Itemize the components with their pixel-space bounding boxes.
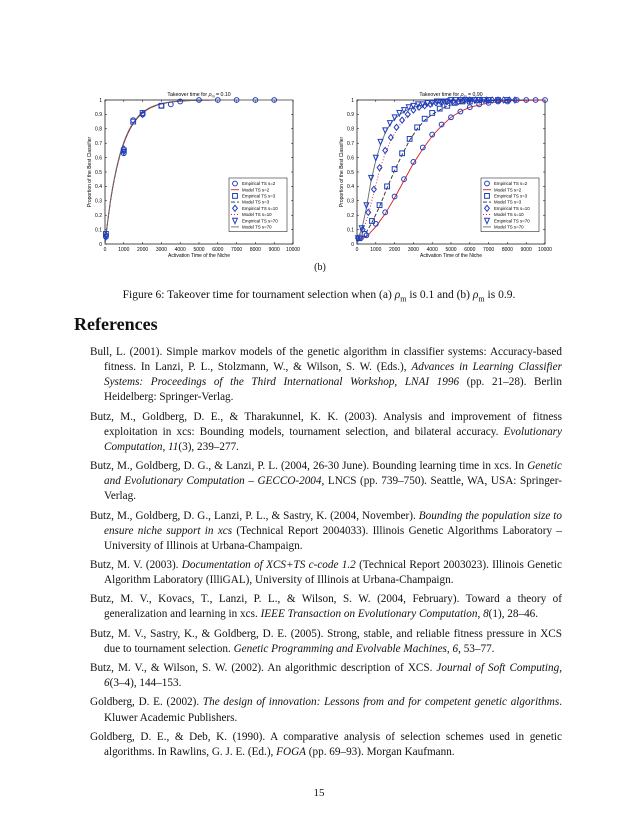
caption-pre: Figure 6: Takeover time for tournament selection when (a): [122, 289, 395, 301]
chart-a-svg: [73, 82, 313, 262]
x-tick-label: 8000: [249, 247, 261, 253]
legend-entry: Empirical TS s=2: [242, 181, 276, 187]
reference-pre: Butz, M. V. (2003).: [90, 558, 182, 571]
reference-ital2: 6: [452, 642, 459, 655]
reference-post: (3–4), 144–153.: [109, 677, 182, 690]
reference-ital: Journal of Soft Computing: [436, 662, 560, 675]
reference-pre: Butz, M. V., Sastry, K., & Goldberg, D. E. (2005). Strong, stable, and reliable fitness pressure in XCS due to tournament selection.: [90, 627, 562, 655]
y-tick-label: 0: [99, 241, 102, 248]
reference-post: , 53–77.: [458, 642, 495, 655]
reference-post: (Technical Report 2004033). Illinois Genetic Algorithms Laboratory – University of Illinois at Urbana-Champaign.: [104, 524, 562, 552]
reference-ital: Bounding the population size to ensure niche support in xcs: [104, 509, 562, 537]
legend-entry: Model TS s=3: [242, 199, 270, 205]
y-tick-label: 0.4: [347, 184, 354, 191]
y-tick-label: 0.7: [95, 141, 102, 147]
legend-entry: Model TS s=2: [494, 187, 522, 193]
x-tick-label: 0: [355, 247, 359, 253]
legend-entry: Empirical TS s=3: [242, 193, 276, 199]
title-suffix: = 0.90: [466, 92, 483, 98]
y-tick-label: 1: [351, 97, 354, 104]
x-axis-label: Activation Time of the Niche: [168, 253, 230, 259]
y-tick-label: 0.1: [95, 227, 102, 234]
title-rho: ρ: [460, 92, 464, 98]
caption-post: is 0.9.: [484, 289, 516, 301]
x-tick-label: 6000: [464, 247, 476, 253]
reference-ital2: 6: [104, 677, 110, 690]
y-tick-label: 1: [99, 97, 102, 104]
legend-entry: Model TS s=70: [242, 224, 272, 230]
legend-entry: Model TS s=10: [494, 212, 524, 218]
legend-entry: Empirical TS s=10: [494, 205, 530, 211]
reference-mid: ,: [162, 440, 169, 453]
y-tick-label: 0.2: [95, 213, 102, 219]
y-tick-label: 0.5: [347, 169, 354, 176]
x-tick-label: 10000: [538, 247, 552, 253]
x-tick-label: 1000: [118, 247, 130, 253]
legend-entry: Model TS s=70: [494, 224, 524, 230]
subcaption-b: (b): [314, 262, 326, 273]
x-tick-label: 4000: [426, 247, 438, 253]
title-rho: ρ: [208, 92, 212, 98]
legend-entry: Model TS s=2: [242, 187, 270, 193]
x-tick-label: 3000: [155, 247, 167, 253]
y-axis-label: Proportion of the Best Classifier: [339, 136, 345, 208]
legend-entry: Empirical TS s=3: [494, 193, 528, 199]
reference-pre: Butz, M. V., & Wilson, S. W. (2002). An algorithmic description of XCS.: [90, 662, 437, 675]
reference-ital: Evolutionary Computation: [104, 425, 562, 453]
reference-ital: The design of innovation: Lessons from and for competent genetic algorithms: [202, 696, 560, 709]
reference-item: [90, 558, 562, 588]
legend-entry: Model TS s=3: [494, 199, 522, 205]
reference-pre: Goldberg, D. E., & Deb, K. (1990). A comparative analysis of selection schemes used in genetic algorithms. In Rawlins, G. J. E. (Ed.),: [90, 730, 562, 758]
reference-ital: Advances in Learning Classifier Systems: Proceedings of the Third International Workshop, LNAI 1996: [104, 361, 562, 389]
reference-item: [90, 592, 562, 622]
y-tick-label: 0.2: [347, 213, 354, 219]
reference-post: (Technical Report 2003023). Illinois Genetic Algorithm Laboratory (IlliGAL), University of Illinois at Urbana-Champaign.: [104, 558, 562, 587]
title-prefix: Takeover time for: [419, 92, 461, 98]
reference-ital: FOGA: [276, 745, 306, 758]
reference-item: [90, 730, 562, 760]
legend-entry: Model TS s=10: [242, 212, 272, 218]
chart-b-svg: [325, 82, 565, 262]
reference-post: (pp. 69–93). Morgan Kaufmann.: [305, 745, 455, 758]
y-tick-label: 0.6: [347, 155, 354, 162]
reference-post: , LNCS (pp. 739–750). Seattle, WA, USA: Springer-Verlag.: [104, 475, 562, 503]
y-tick-label: 0.8: [95, 126, 102, 133]
title-suffix: = 0.10: [214, 92, 231, 98]
figure-caption: [0, 289, 638, 303]
reference-ital: Genetic Programming and Evolvable Machines: [233, 642, 447, 655]
reference-mid: ,: [559, 662, 562, 675]
reference-item: [90, 509, 562, 554]
y-tick-label: 0.4: [95, 184, 102, 191]
legend-entry: Empirical TS s=10: [242, 205, 278, 211]
y-tick-label: 0: [351, 241, 354, 248]
x-tick-label: 9000: [520, 247, 532, 253]
y-tick-label: 0.8: [347, 126, 354, 133]
title-sub: m: [211, 94, 215, 99]
reference-pre: Goldberg, D. E. (2002).: [90, 696, 203, 709]
caption-sub-a: m: [400, 294, 407, 304]
caption-mid: is 0.1 and (b): [406, 289, 473, 301]
reference-ital2: 8: [483, 608, 489, 621]
reference-pre: Butz, M., Goldberg, D. G., Lanzi, P. L., & Sastry, K. (2004, November).: [90, 509, 419, 522]
reference-pre: Bull, L. (2001). Simple markov models of the genetic algorithm in classifier systems: Accuracy-based fitness. In Lanzi, P. L., Stolzmann, W., & Wilson, S. W. (Eds.),: [90, 346, 562, 374]
x-tick-label: 4000: [174, 247, 186, 253]
x-tick-label: 8000: [501, 247, 513, 253]
reference-pre: Butz, M., Goldberg, D. E., & Tharakunnel, K. K. (2003). Analysis and improvement of fitness exploitation in xcs: Bounding models, tournament selection, and bilateral accuracy.: [90, 410, 562, 438]
legend-entry: Empirical TS s=70: [494, 218, 530, 224]
caption-sub-b: m: [478, 294, 485, 304]
y-tick-label: 0.1: [347, 227, 354, 234]
y-tick-label: 0.5: [95, 169, 102, 176]
reference-ital: IEEE Transaction on Evolutionary Computation: [260, 608, 478, 621]
x-tick-label: 9000: [268, 247, 280, 253]
legend-entry: Empirical TS s=70: [242, 218, 278, 224]
y-tick-label: 0.9: [347, 112, 354, 119]
reference-ital2: 11: [168, 440, 179, 453]
chart-takeover-rho-0-90: [325, 82, 565, 262]
reference-post: (pp. 21–28). Berlin Heidelberg: Springer-Verlag.: [104, 376, 562, 404]
legend-entry: Empirical TS s=2: [494, 181, 528, 187]
title-sub: m: [463, 94, 467, 99]
y-tick-label: 0.7: [347, 141, 354, 147]
reference-item: [90, 627, 562, 657]
reference-item: [90, 345, 562, 405]
y-tick-label: 0.6: [95, 155, 102, 162]
reference-pre: Butz, M. V., Kovacs, T., Lanzi, P. L., & Wilson, S. W. (2004, February). Toward a theory of generalization and learning in xcs.: [90, 593, 562, 621]
references-list: [90, 345, 562, 764]
caption-rho-b: ρ: [472, 289, 479, 301]
reference-mid: ,: [477, 608, 484, 621]
reference-ital: Genetic and Evolutionary Computation – GECCO-2004: [104, 460, 562, 488]
y-axis-label: Proportion of the Best Classifier: [87, 136, 93, 208]
y-tick-label: 0.3: [347, 198, 354, 205]
x-tick-label: 0: [103, 247, 107, 253]
x-tick-label: 5000: [193, 247, 205, 253]
x-tick-label: 10000: [286, 247, 300, 253]
reference-post: (3), 239–277.: [178, 440, 239, 453]
x-tick-label: 7000: [483, 247, 495, 253]
x-tick-label: 2000: [137, 247, 149, 253]
reference-pre: Butz, M., Goldberg, D. G., & Lanzi, P. L. (2004, 26-30 June). Bounding learning time in xcs. In: [90, 460, 528, 473]
caption-rho-a: ρ: [394, 289, 401, 301]
references-heading: References: [74, 314, 158, 334]
chart-takeover-rho-0-10: [73, 82, 313, 262]
x-tick-label: 6000: [212, 247, 224, 253]
reference-mid: ,: [446, 642, 453, 655]
x-tick-label: 2000: [389, 247, 401, 253]
reference-item: [90, 410, 562, 455]
x-tick-label: 5000: [445, 247, 457, 253]
reference-post: . Kluwer Academic Publishers.: [104, 696, 562, 724]
x-tick-label: 1000: [370, 247, 382, 253]
y-tick-label: 0.3: [95, 198, 102, 205]
x-axis-label: Activation Time of the Niche: [420, 253, 482, 259]
reference-item: [90, 661, 562, 691]
page-number: 15: [313, 787, 325, 799]
title-prefix: Takeover time for: [167, 92, 209, 98]
reference-item: [90, 459, 562, 504]
reference-item: [90, 695, 562, 725]
x-tick-label: 7000: [231, 247, 243, 253]
y-tick-label: 0.9: [95, 112, 102, 119]
x-tick-label: 3000: [407, 247, 419, 253]
reference-post: (1), 28–46.: [488, 608, 539, 621]
reference-ital: Documentation of XCS+TS c-code 1.2: [181, 558, 356, 571]
